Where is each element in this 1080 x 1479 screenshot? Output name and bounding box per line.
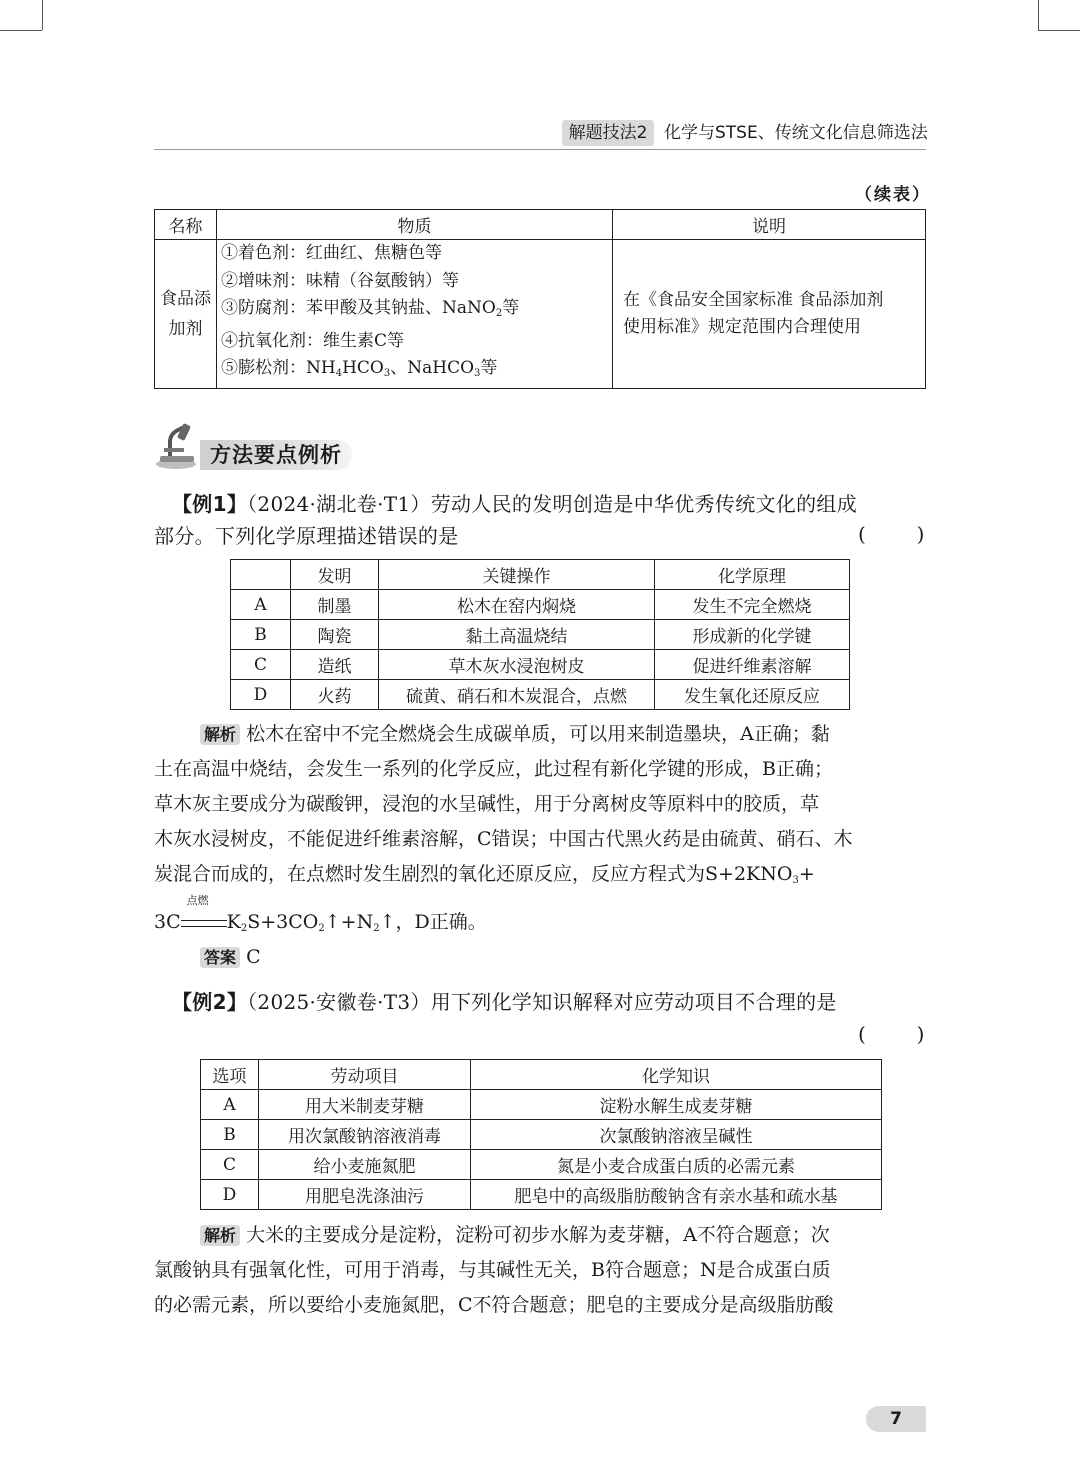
analysis-tag: 解析 (200, 1225, 240, 1246)
additives-table (154, 209, 926, 389)
answer-line (200, 940, 261, 975)
example1-table (230, 559, 850, 710)
subscript: 2 (318, 923, 325, 934)
table-cell: 发生氧化还原反应 (655, 680, 850, 710)
table-cell: 草木灰水浸泡树皮 (379, 650, 655, 680)
description-cell (613, 240, 926, 389)
answer-blank: ( ) (858, 1022, 925, 1046)
question-text: （2024·湖北卷·T1）劳动人民的发明创造是中华优秀传统文化的组成 (247, 492, 858, 516)
option-cell: C (231, 650, 291, 680)
example2-table (200, 1059, 882, 1210)
answer-blank: ( ) (858, 522, 925, 546)
equation-part: 3C (154, 911, 181, 933)
table-cell: 淀粉水解生成麦芽糖 (471, 1090, 882, 1120)
category-name (155, 240, 217, 389)
option-cell: C (201, 1150, 259, 1180)
list-item (221, 355, 612, 388)
table-header-row (231, 560, 850, 590)
table-header-row (155, 210, 926, 240)
table-cell: 制墨 (291, 590, 379, 620)
example-label: 【例2】 (172, 990, 248, 1014)
subscript: 4 (335, 368, 343, 379)
microscope-icon (154, 422, 204, 470)
table-row (201, 1150, 882, 1180)
table-cell: 给小麦施氮肥 (259, 1150, 471, 1180)
column-header: 发明 (291, 560, 379, 590)
table-row (231, 620, 850, 650)
answer-tag: 答案 (200, 947, 240, 968)
column-header (231, 560, 291, 590)
equation-part: S+3CO (247, 911, 319, 933)
example-label: 【例1】 (172, 492, 248, 516)
equation-part: ↑+N (324, 911, 374, 933)
analysis-line (154, 857, 815, 898)
subscript: 2 (240, 923, 248, 934)
table-row (231, 590, 850, 620)
table-cell: 次氯酸钠溶液呈碱性 (471, 1120, 882, 1150)
table-cell: 造纸 (291, 650, 379, 680)
analysis-text: 炭混合而成的，在点燃时发生剧烈的氧化还原反应，反应方程式为S+2KNO (154, 863, 793, 885)
analysis-text: + (798, 863, 815, 885)
table-cell: 黏土高温烧结 (379, 620, 655, 650)
table-cell: 松木在窑内焖烧 (379, 590, 655, 620)
list-item (221, 295, 612, 328)
item-tail: 等 (502, 298, 520, 318)
analysis-line: 的必需元素，所以要给小麦施氮肥，C不符合题意；肥皂的主要成分是高级脂肪酸 (154, 1294, 834, 1316)
option-cell: D (201, 1180, 259, 1210)
table-cell: 火药 (291, 680, 379, 710)
column-header: 选项 (201, 1060, 259, 1090)
analysis-text: 大米的主要成分是淀粉，淀粉可初步水解为麦芽糖，A不符合题意；次 (246, 1224, 830, 1246)
option-cell: B (201, 1120, 259, 1150)
description-line: 在《食品安全国家标准 食品添加剂 (623, 289, 884, 310)
continued-label: （续表） (855, 185, 931, 205)
table-row (231, 650, 850, 680)
subscript: 3 (383, 368, 391, 379)
equation-part: ↑，D正确。 (379, 911, 487, 933)
option-cell: D (231, 680, 291, 710)
column-header: 化学知识 (471, 1060, 882, 1090)
column-header: 劳动项目 (259, 1060, 471, 1090)
analysis-line: 木灰水浸树皮，不能促进纤维素溶解，C错误；中国古代黑火药是由硫黄、硝石、木 (154, 828, 853, 850)
reaction-condition: 点燃 (186, 894, 209, 907)
example1-line2: 部分。下列化学原理描述错误的是 (154, 524, 459, 548)
subscript: 3 (792, 875, 799, 886)
item-tail: 等 (480, 358, 498, 378)
subscript: 2 (495, 308, 503, 319)
analysis-text: 松木在窑中不完全燃烧会生成碳单质，可以用来制造墨块，A正确；黏 (246, 723, 830, 745)
item-text: ③防腐剂：苯甲酸及其钠盐、NaNO (221, 298, 496, 318)
table-cell: 用次氯酸钠溶液消毒 (259, 1120, 471, 1150)
chapter-tag: 解题技法2 (562, 120, 654, 146)
list-item: ②增味剂：味精（谷氨酸钠）等 (221, 270, 459, 291)
table-header-row (201, 1060, 882, 1090)
table-cell: 陶瓷 (291, 620, 379, 650)
description-line: 使用标准》规定范围内合理使用 (623, 316, 861, 337)
analysis-line: 氯酸钠具有强氧化性，可用于消毒，与其碱性无关，B符合题意；N是合成蛋白质 (154, 1259, 831, 1281)
analysis-line: 土在高温中烧结，会发生一系列的化学反应，此过程有新化学键的形成，B正确； (154, 758, 833, 780)
table-row (201, 1180, 882, 1210)
table-cell: 用肥皂洗涤油污 (259, 1180, 471, 1210)
column-header: 关键操作 (379, 560, 655, 590)
option-cell: B (231, 620, 291, 650)
subscript: 2 (373, 923, 380, 934)
option-cell: A (231, 590, 291, 620)
item-text: ⑤膨松剂：NH (221, 358, 336, 378)
table-cell: 肥皂中的高级脂肪酸钠含有亲水基和疏水基 (471, 1180, 882, 1210)
question-text: （2025·安徽卷·T3）用下列化学知识解释对应劳动项目不合理的是 (247, 990, 837, 1014)
table-cell: 形成新的化学键 (655, 620, 850, 650)
page-number: 7 (866, 1406, 926, 1432)
column-header: 物质 (217, 210, 613, 240)
substances-cell (217, 240, 613, 389)
example2-line1 (172, 984, 837, 1020)
column-header: 说明 (613, 210, 926, 240)
list-item: ①着色剂：红曲红、焦糖色等 (221, 243, 442, 263)
reaction-arrow (181, 894, 227, 933)
item-text: 、NaHCO (390, 358, 475, 378)
list-item: ④抗氧化剂：维生素C等 (221, 330, 405, 351)
table-row (155, 240, 926, 389)
table-row (231, 680, 850, 710)
example1-line1 (172, 486, 857, 522)
table-cell: 用大米制麦芽糖 (259, 1090, 471, 1120)
table-row (201, 1120, 882, 1150)
chapter-title: 化学与STSE、传统文化信息筛选法 (664, 123, 928, 143)
option-cell: A (201, 1090, 259, 1120)
answer-value: C (246, 946, 261, 968)
analysis-line: 草木灰主要成分为碳酸钾，浸泡的水呈碱性，用于分离树皮等原料中的胶质，草 (154, 793, 820, 815)
column-header: 名称 (155, 210, 217, 240)
section-title: 方法要点例析 (210, 443, 342, 467)
analysis-line (200, 1218, 830, 1253)
equation-part: K (226, 911, 241, 933)
table-row (201, 1090, 882, 1120)
column-header: 化学原理 (655, 560, 850, 590)
analysis-line (200, 717, 830, 752)
table-cell: 促进纤维素溶解 (655, 650, 850, 680)
table-cell: 氮是小麦合成蛋白质的必需元素 (471, 1150, 882, 1180)
table-cell: 发生不完全燃烧 (655, 590, 850, 620)
header-rule (154, 149, 926, 150)
analysis-tag: 解析 (200, 724, 240, 745)
table-cell: 硫黄、硝石和木炭混合，点燃 (379, 680, 655, 710)
category-name-text: 食品添加剂 (160, 288, 211, 339)
item-text: HCO (342, 358, 384, 378)
subscript: 3 (474, 368, 481, 379)
